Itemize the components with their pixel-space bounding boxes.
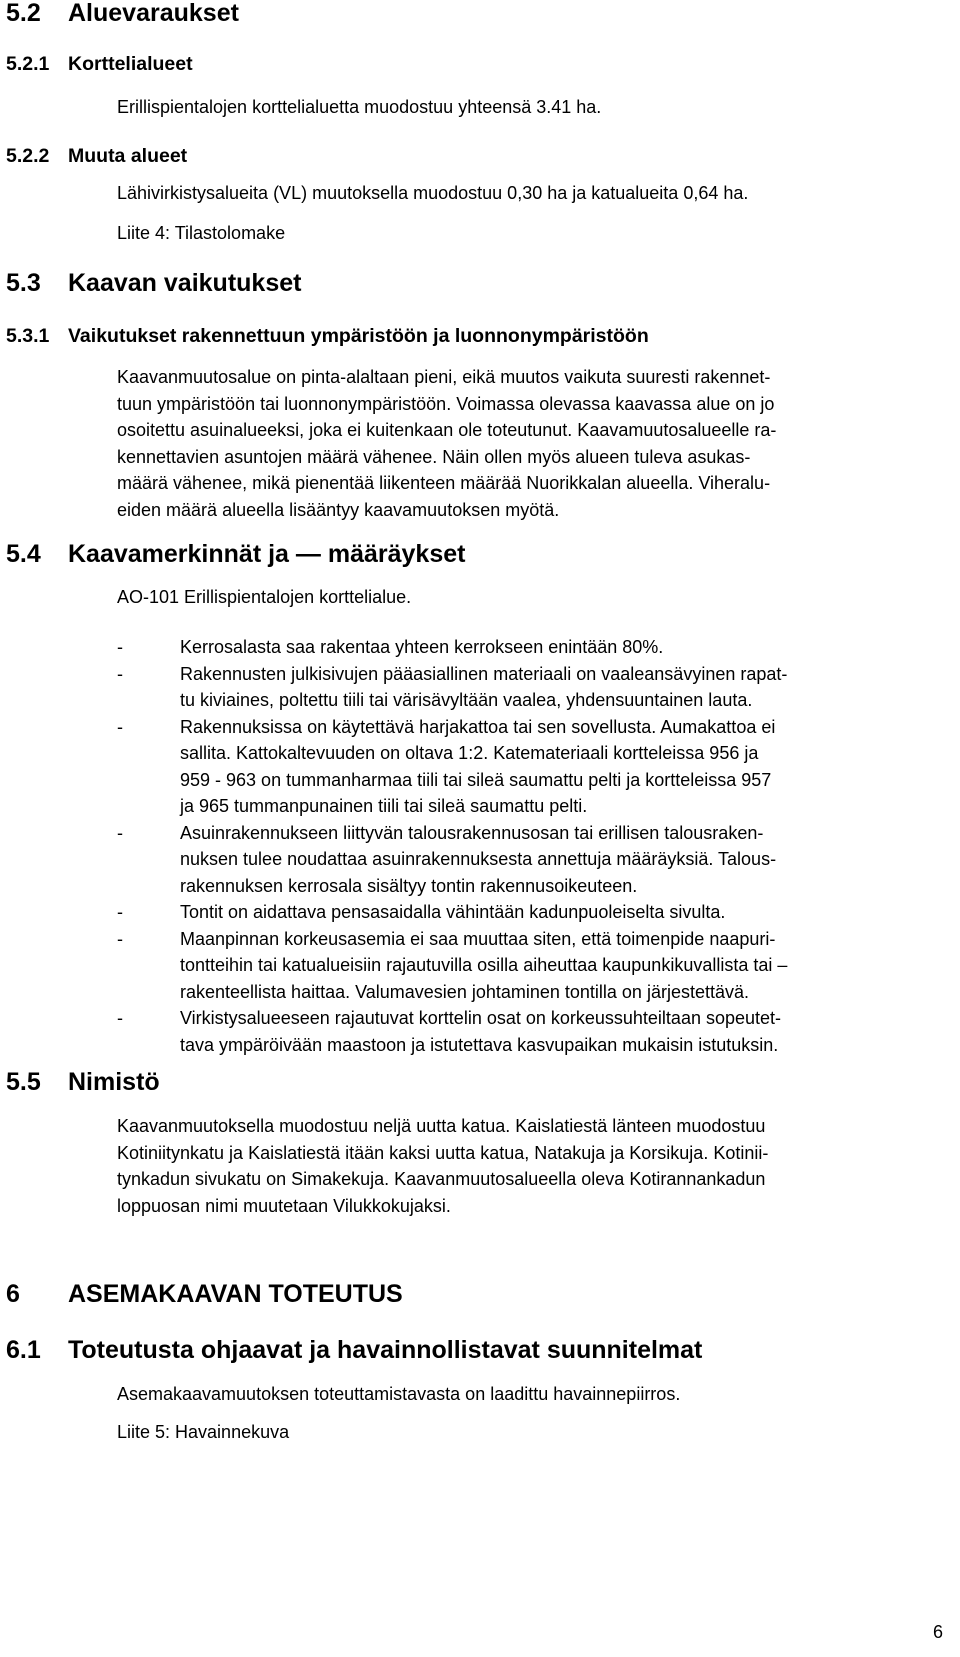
text-line: Kotiniitynkatu ja Kaislatiestä itään kaksi uutta katua, Natakuja ja Korsikuja. Kotinii- (117, 1142, 769, 1163)
heading-number: 6 (6, 1280, 20, 1308)
text-line: 959 - 963 on tummanharmaa tiili tai sileä saumattu pelti ja kortteleissa 957 (180, 769, 772, 790)
heading-number: 5.2.2 (6, 145, 50, 167)
heading-title: Aluevaraukset (68, 0, 239, 27)
text-line: eiden määrä alueella lisääntyy kaavamuutoksen myötä. (117, 499, 560, 520)
heading-number: 5.2 (6, 0, 41, 27)
heading-title: Toteutusta ohjaavat ja havainnollistavat suunnitelmat (68, 1336, 703, 1364)
heading-title: Vaikutukset rakennettuun ympäristöön ja luonnonympäristöön (68, 325, 649, 347)
list-dash: - (117, 902, 123, 922)
list-dash: - (117, 663, 123, 684)
paragraph-muut-alueet: Lähivirkistysalueita (VL) muutoksella muodostuu 0,30 ha ja katualueita 0,64 ha. (117, 183, 749, 203)
list-item (117, 820, 937, 900)
text-line: Maanpinnan korkeusasemia ei saa muuttaa siten, että toimenpide naapuri- (180, 928, 776, 949)
list-item (117, 634, 937, 661)
heading-5-3 (6, 268, 301, 298)
text-line: tava ympäröivään maastoon ja istutettava kasvupaikan mukaisin istutuksin. (180, 1034, 779, 1055)
text-line: sallita. Kattokaltevuuden on oltava 1:2. Katemateriaali kortteleissa 956 ja (180, 743, 759, 763)
heading-title: Kaavan vaikutukset (68, 269, 302, 297)
heading-5-3-1 (6, 324, 649, 348)
text-line: Rakennuksissa on käytettävä harjakattoa tai sen sovellusta. Aumakattoa ei (180, 716, 776, 737)
list-item (117, 1005, 937, 1058)
regulation-list (117, 634, 937, 1058)
text-line: loppuosan nimi muutetaan Vilukkokujaksi. (117, 1195, 451, 1216)
heading-5-2-2 (6, 144, 187, 168)
text-line: osoitettu asuinalueeksi, joka ei kuitenkaan ole toteutunut. Kaavamuutosalueelle ra- (117, 420, 777, 440)
text-line: Kaavanmuutoksella muodostuu neljä uutta katua. Kaislatiestä länteen muodostuu (117, 1116, 766, 1136)
text-line: Rakennusten julkisivujen pääasiallinen materiaali on vaaleansävyinen rapat- (180, 663, 788, 684)
paragraph-toteutus: Asemakaavamuutoksen toteuttamistavasta on laadittu havainnepiirros. (117, 1384, 681, 1404)
text-line: rakennuksen kerrosala sisältyy tontin rakennusoikeuteen. (180, 875, 638, 896)
text-line: ja 965 tummanpunainen tiili tai sileä saumattu pelti. (180, 796, 588, 816)
text-line: tu kiviaines, poltettu tiili tai värisävyltään vaalea, yhdensuuntainen lauta. (180, 690, 753, 710)
list-dash: - (117, 637, 123, 657)
text-line: rakenteellista haittaa. Valumavesien johtaminen tontilla on järjestettävä. (180, 981, 749, 1002)
paragraph-ao-101: AO-101 Erillispientalojen korttelialue. (117, 587, 412, 607)
list-item (117, 714, 937, 820)
heading-6 (6, 1279, 403, 1309)
list-item (117, 926, 937, 1006)
heading-5-2-1 (6, 52, 193, 76)
page-number: 6 (933, 1622, 944, 1642)
heading-6-1 (6, 1335, 702, 1365)
list-dash: - (117, 822, 123, 843)
list-item (117, 661, 937, 714)
heading-5-5 (6, 1067, 160, 1097)
heading-title: Muuta alueet (68, 145, 188, 167)
paragraph-vaikutukset (117, 364, 937, 523)
text-line: Virkistysalueeseen rajautuvat korttelin osat on korkeussuhteiltaan sopeutet- (180, 1008, 782, 1028)
text-line: tuun ympäristöön tai luonnonympäristöön. Voimassa olevassa kaavassa alue on jo (117, 393, 775, 414)
list-item (117, 899, 937, 926)
text-line: tynkadun sivukatu on Simakekuja. Kaavanmuutosalueella oleva Kotirannankadun (117, 1169, 766, 1189)
list-dash: - (117, 928, 123, 949)
heading-number: 5.2.1 (6, 53, 50, 75)
appendix-reference: Liite 4: Tilastolomake (117, 223, 286, 243)
heading-number: 5.5 (6, 1068, 41, 1096)
paragraph-nimisto (117, 1113, 937, 1219)
text-line: Kaavanmuutosalue on pinta-alaltaan pieni, eikä muutos vaikuta suuresti rakennet- (117, 367, 771, 387)
text-line: Tontit on aidattava pensasaidalla vähintään kadunpuoleiselta sivulta. (180, 902, 726, 922)
heading-title: ASEMAKAAVAN TOTEUTUS (68, 1280, 403, 1308)
paragraph-korttelialueet: Erillispientalojen korttelialuetta muodostuu yhteensä 3.41 ha. (117, 97, 602, 117)
heading-title: Kaavamerkinnät ja — määräykset (68, 540, 466, 568)
list-dash: - (117, 1008, 123, 1028)
text-line: kennettavien asuntojen määrä vähenee. Näin ollen myös alueen tuleva asukas- (117, 446, 751, 467)
text-line: nuksen tulee noudattaa asuinrakennuksesta annettuja määräyksiä. Talous- (180, 849, 777, 869)
heading-number: 5.3.1 (6, 325, 50, 347)
text-line: määrä vähenee, mikä pienentää liikenteen määrää Nuorikkalan alueella. Viheralu- (117, 473, 771, 493)
text-line: Asuinrakennukseen liittyvän talousrakennusosan tai erillisen talousraken- (180, 822, 764, 843)
heading-5-4 (6, 539, 465, 569)
heading-number: 6.1 (6, 1336, 41, 1364)
list-dash: - (117, 716, 123, 737)
text-line: Kerrosalasta saa rakentaa yhteen kerrokseen enintään 80%. (180, 637, 664, 657)
appendix-reference: Liite 5: Havainnekuva (117, 1422, 290, 1442)
heading-title: Nimistö (68, 1068, 160, 1096)
heading-number: 5.4 (6, 540, 41, 568)
heading-5-2 (6, 0, 239, 28)
heading-number: 5.3 (6, 269, 41, 297)
text-line: tontteihin tai katualueisiin rajautuvilla osilla aiheuttaa kaupunkikuvallista tai – (180, 955, 788, 975)
heading-title: Korttelialueet (68, 53, 193, 75)
